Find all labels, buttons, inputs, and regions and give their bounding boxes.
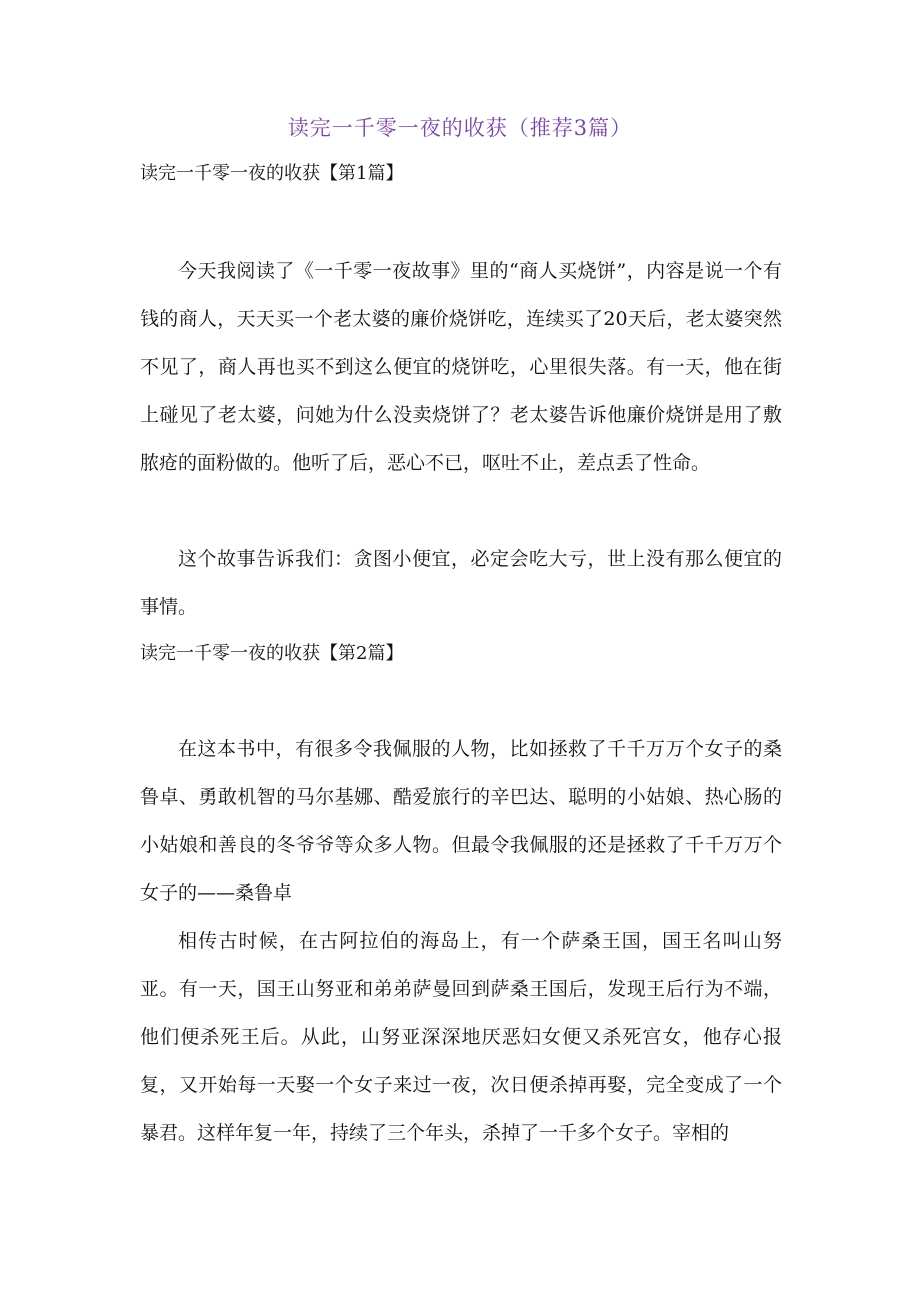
- section-2-paragraph-2: 相传古时候，在古阿拉伯的海岛上，有一个萨桑王国，国王名叫山努亚。有一天，国王山努亚和弟弟萨曼回到萨桑王国后，发现王后行为不端，他们便杀死王后。从此，山努亚深深地厌恶妇女便又杀死宫女，他存心报复，又开始每一天娶一个女子来过一夜，次日便杀掉再娶，完全变成了一个暴君。这样年复一年，持续了三个年头，杀掉了一千多个女子。宰相的: [140, 930, 782, 1144]
- section-1-paragraph-2: 这个故事告诉我们：贪图小便宜，必定会吃大亏，世上没有那么便宜的事情。: [140, 548, 782, 618]
- section-1-paragraph-1: 今天我阅读了《一千零一夜故事》里的“商人买烧饼”，内容是说一个有钱的商人，天天买一个老太婆的廉价烧饼吃，连续买了20天后，老太婆突然不见了，商人再也买不到这么便宜的烧饼吃，心里很失落。有一天，他在街上碰见了老太婆，问她为什么没卖烧饼了？老太婆告诉他廉价烧饼是用了敷脓疮的面粉做的。他听了后，恶心不已，呕吐不止，差点丢了性命。: [140, 260, 782, 474]
- section-2-heading: 读完一千零一夜的收获【第2篇】: [140, 643, 404, 664]
- document-title: 读完一千零一夜的收获（推荐3篇）: [287, 116, 633, 140]
- section-2-paragraph-1: 在这本书中，有很多令我佩服的人物，比如拯救了千千万万个女子的桑鲁卓、勇敢机智的马尔基娜、酷爱旅行的辛巴达、聪明的小姑娘、热心肠的小姑娘和善良的冬爷爷等众多人物。但最令我佩服的还是拯救了千千万万个女子的——桑鲁卓: [140, 738, 782, 904]
- section-1-heading: 读完一千零一夜的收获【第1篇】: [140, 163, 404, 184]
